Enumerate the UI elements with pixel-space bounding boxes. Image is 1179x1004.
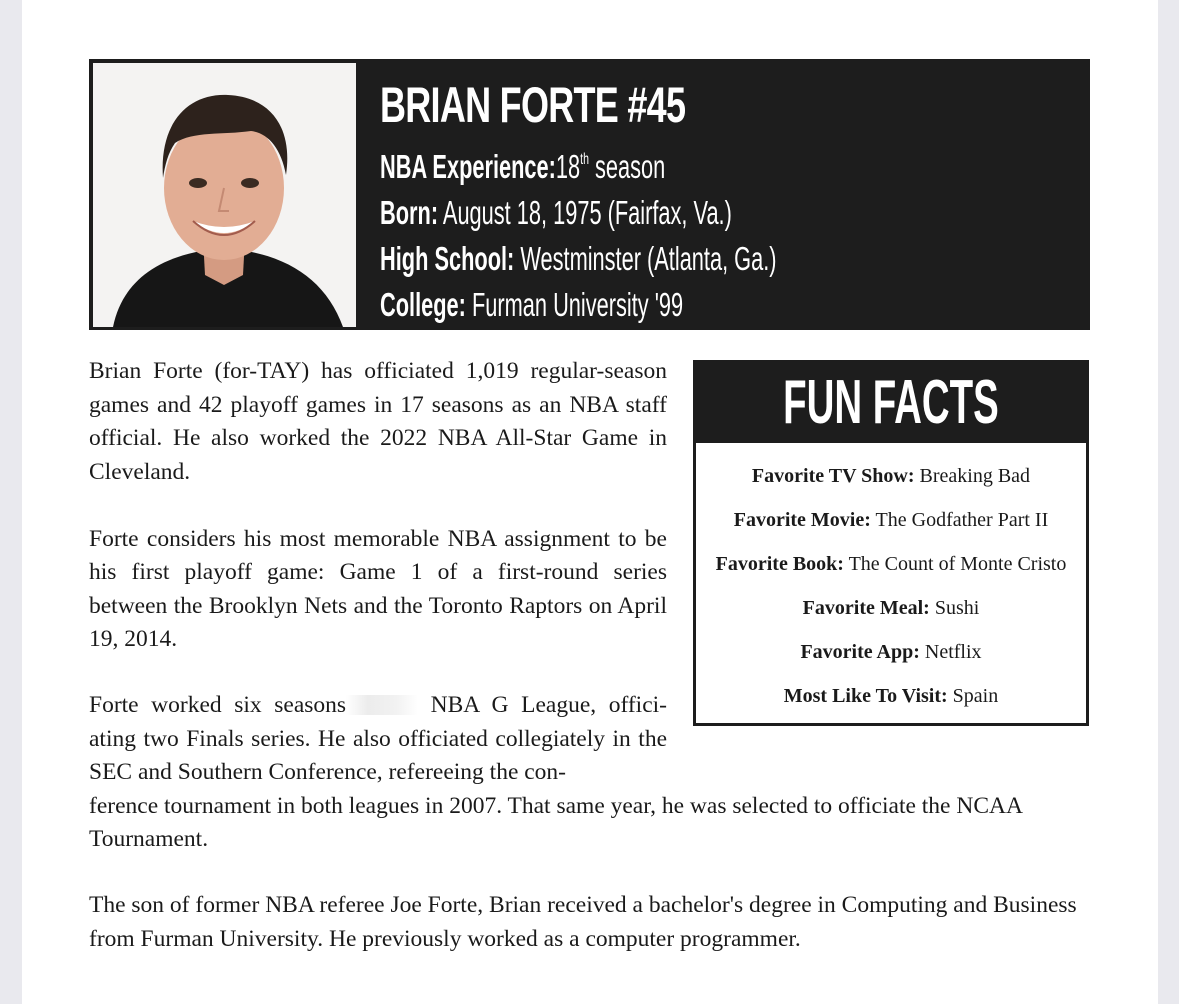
fact-value: Sushi xyxy=(929,597,980,619)
bio-column xyxy=(89,355,667,690)
college-value: Furman University '99 xyxy=(465,286,684,323)
high-school-line xyxy=(380,236,777,282)
profile-banner xyxy=(89,59,1090,330)
born-label: Born: xyxy=(380,194,439,231)
player-name: BRIAN FORTE #45 xyxy=(380,77,686,133)
experience-label: NBA Experience: xyxy=(380,148,556,185)
bio-paragraph-3-narrow xyxy=(89,689,667,790)
profile-info xyxy=(380,73,981,328)
fact-tv-show xyxy=(696,465,1086,487)
blurred-text xyxy=(346,695,418,715)
high-school-label: High School: xyxy=(380,240,515,277)
fact-label: Favorite Meal: xyxy=(802,597,930,619)
fact-movie xyxy=(696,509,1086,531)
bio-paragraph-3-start: Forte worked six seasons xyxy=(89,692,347,718)
born-line xyxy=(380,190,777,236)
fun-facts-box xyxy=(693,360,1089,726)
fact-label: Favorite App: xyxy=(800,641,920,663)
experience-number: 18 xyxy=(555,148,581,185)
bio-paragraph-2: Forte considers his most memorable NBA assignment to be his first playoff game: Game 1 of a first-round series between the Brooklyn Nets and the Toronto Raptors on April 19, 2014. xyxy=(89,525,667,652)
fact-label: Favorite Movie: xyxy=(733,509,871,531)
headshot-photo xyxy=(93,63,356,327)
fact-value: The Godfather Part II xyxy=(870,509,1049,531)
bio-paragraph-4-text: The son of former NBA referee Joe Forte, Brian received a bachelor's degree in Computing and Business from Furman University. He previously worked as a computer programmer. xyxy=(89,892,1077,952)
bio-paragraph-3-middle: NBA G League, offici-ating two Finals series. He also officiated collegiately in the SEC and Southern Conference, refereeing the con- xyxy=(89,692,667,785)
fun-facts-header xyxy=(696,363,1086,443)
fact-value: Spain xyxy=(947,685,999,707)
experience-rest: season xyxy=(588,148,666,185)
fact-label: Favorite Book: xyxy=(715,553,844,575)
fact-app xyxy=(696,641,1086,663)
college-label: College: xyxy=(380,286,466,323)
fact-value: Breaking Bad xyxy=(914,465,1031,487)
high-school-value: Westminster (Atlanta, Ga.) xyxy=(514,240,777,277)
experience-line xyxy=(380,137,777,190)
fact-visit xyxy=(696,685,1086,707)
bio-paragraph-3-end: ference tournament in both leagues in 2007. That same year, he was selected to officiate the NCAA Tournament. xyxy=(89,792,1022,852)
fact-label: Favorite TV Show: xyxy=(751,465,915,487)
experience-suffix: th xyxy=(580,151,589,168)
fact-meal xyxy=(696,597,1086,619)
fact-label: Most Like To Visit: xyxy=(783,685,948,707)
bio-paragraph-1: Brian Forte (for-TAY) has officiated 1,019 regular-season games and 42 playoff games in 17 seasons as an NBA staff official. He also worked the 2022 NBA All-Star Game in Cleveland. xyxy=(89,358,667,485)
fun-facts-title: FUN FACTS xyxy=(783,368,999,437)
fact-value: The Count of Monte Cristo xyxy=(843,553,1067,575)
college-line xyxy=(380,282,777,328)
fact-book xyxy=(696,553,1086,575)
fact-value: Netflix xyxy=(919,641,982,663)
bio-paragraph-4 xyxy=(89,889,1090,956)
page xyxy=(22,0,1158,1004)
born-value: August 18, 1975 (Fairfax, Va.) xyxy=(438,194,732,231)
